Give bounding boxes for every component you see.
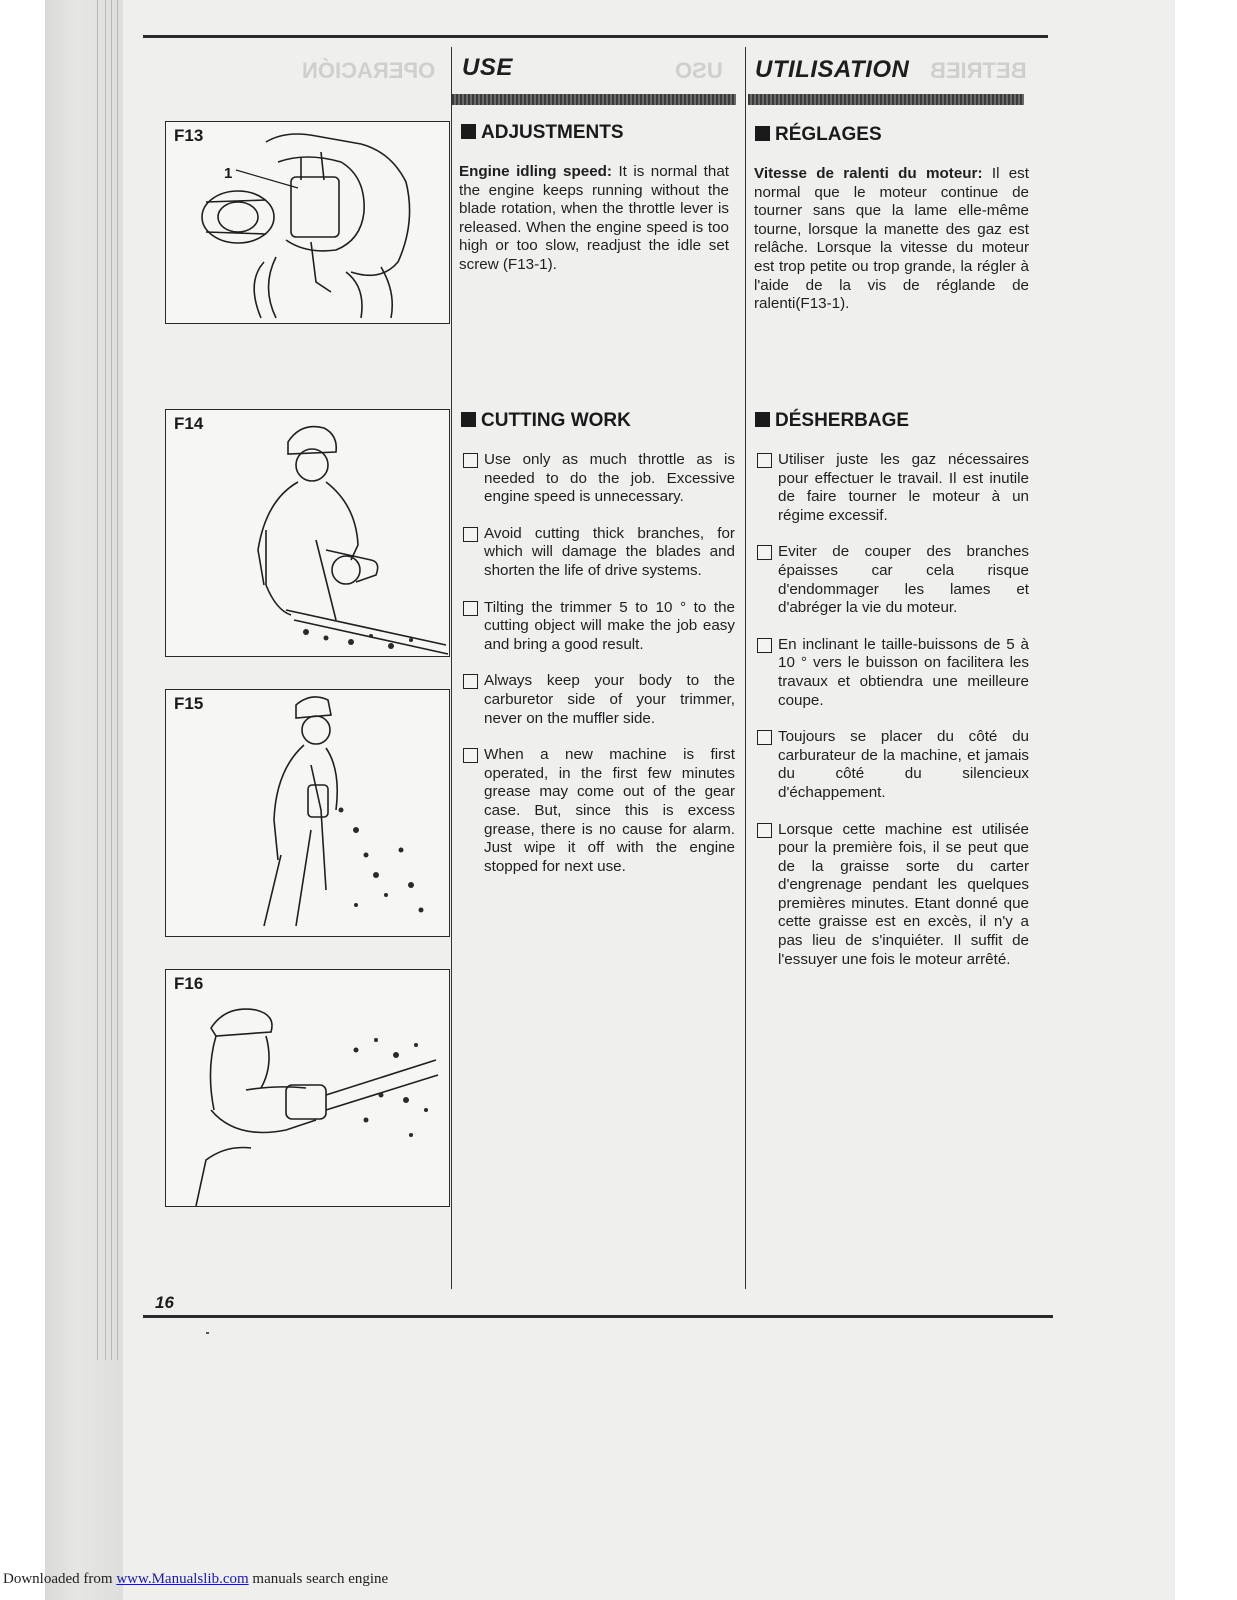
figure-f15 bbox=[165, 689, 450, 937]
checkbox-square-icon bbox=[463, 748, 478, 763]
section-heading-desherbage: DÉSHERBAGE bbox=[755, 410, 909, 432]
list-item: Lorsque cette machine est utilisée pour la première fois, il se peut que de la graisse sorte du carter d'engrenage pendant les quelques premières minutes. Etant donné que cette graisse est en excès, il n'y a pas lieu de s'inquiéter. Il suffit de l'essuyer une fois le moteur arrêté. bbox=[756, 821, 1029, 970]
ghost-header-de: BETRIEB bbox=[930, 58, 1027, 83]
list-item: Avoid cutting thick branches, for which will damage the blades and shorten the life of drive systems. bbox=[462, 525, 735, 581]
checkbox-square-icon bbox=[757, 823, 772, 838]
heading-square-icon bbox=[755, 412, 770, 427]
list-item: Always keep your body to the carburetor side of your trimmer, never on the muffler side. bbox=[462, 672, 735, 728]
figure-label-f16: F16 bbox=[174, 974, 204, 993]
checkbox-square-icon bbox=[757, 453, 772, 468]
callout-1: 1 bbox=[224, 165, 233, 182]
bottom-rule bbox=[143, 1315, 1053, 1318]
cutting-list-fr bbox=[756, 451, 1029, 987]
list-item: Toujours se placer du côté du carburateur de la machine, et jamais du côté du silencieux d'échappement. bbox=[756, 728, 1029, 802]
figure-f13 bbox=[165, 121, 450, 324]
operator-trimming-side-illustration bbox=[166, 970, 449, 1206]
list-item: Utiliser juste les gaz nécessaires pour effectuer le travail. Il est inutile de faire tourner le moteur à un régime excessif. bbox=[756, 451, 1029, 525]
checkbox-square-icon bbox=[463, 527, 478, 542]
ghost-header-es: OPERACIÓN bbox=[302, 58, 436, 83]
adjustments-body-en: It is normal that the engine keeps running without the blade rotation, when the throttle lever is released. When the engine speed is too high or too slow, readjust the idle set screw (F13-1). bbox=[459, 163, 729, 273]
top-rule bbox=[143, 35, 1048, 38]
adjustments-lead-en: Engine idling speed: bbox=[459, 163, 612, 180]
scan-margin-left bbox=[0, 0, 45, 1600]
section-heading-adjustments: ADJUSTMENTS bbox=[461, 122, 624, 144]
list-item: Tilting the trimmer 5 to 10 ° to the cutting object will make the job easy and bring a good result. bbox=[462, 599, 735, 655]
list-item: When a new machine is first operated, in the first few minutes grease may come out of the gear case. But, since this is excess grease, there is no cause for alarm. Just wipe it off with the engine stopped for next use. bbox=[462, 746, 735, 876]
page-number: 16 bbox=[155, 1293, 174, 1312]
section-heading-cutting-work: CUTTING WORK bbox=[461, 410, 631, 432]
heading-square-icon bbox=[755, 126, 770, 141]
column-divider-2 bbox=[745, 47, 746, 1289]
list-item: Use only as much throttle as is needed to do the job. Excessive engine speed is unnecessary. bbox=[462, 451, 735, 507]
checkbox-square-icon bbox=[463, 601, 478, 616]
title-band-en bbox=[452, 94, 736, 105]
figure-f16 bbox=[165, 969, 450, 1207]
column-title-en: USE bbox=[462, 54, 513, 81]
figure-label-f14: F14 bbox=[174, 414, 204, 433]
adjustments-lead-fr: Vitesse de ralenti du moteur: bbox=[754, 165, 983, 182]
figure-label-f15: F15 bbox=[174, 694, 204, 713]
column-divider-1 bbox=[451, 47, 452, 1289]
heading-square-icon bbox=[461, 124, 476, 139]
list-item: Eviter de couper des branches épaisses car cela risque d'endommager les lames et d'abréger la vie du moteur. bbox=[756, 543, 1029, 617]
list-item: En inclinant le taille-buissons de 5 à 10 ° vers le buisson on facilitera les travaux et obtiendra une meilleure coupe. bbox=[756, 636, 1029, 710]
section-heading-reglages: RÉGLAGES bbox=[755, 124, 882, 146]
title-band-fr bbox=[748, 94, 1024, 105]
figure-label-f13: F13 bbox=[174, 126, 204, 145]
footer-prefix: Downloaded from bbox=[3, 1571, 117, 1587]
scan-margin-right bbox=[1175, 0, 1237, 1600]
ghost-header-it: USO bbox=[675, 58, 723, 83]
column-title-fr: UTILISATION bbox=[755, 56, 910, 83]
adjustments-text-fr bbox=[754, 165, 1029, 314]
checkbox-square-icon bbox=[757, 638, 772, 653]
checkbox-square-icon bbox=[757, 545, 772, 560]
adjustments-body-fr: Il est normal que le moteur continue de tourner sans que la lame elle-même tourne, lorsque la manette des gaz est relâche. Lorsque la vitesse du moteur est trop petite ou trop grande, la régler à l'aide de la vis de réglande de ralenti(F13-1). bbox=[754, 165, 1030, 313]
footer-suffix: manuals search engine bbox=[248, 1571, 389, 1587]
checkbox-square-icon bbox=[463, 453, 478, 468]
operator-trimming-low-illustration bbox=[166, 410, 449, 656]
checkbox-square-icon bbox=[757, 730, 772, 745]
checkbox-square-icon bbox=[463, 674, 478, 689]
download-footer bbox=[3, 1571, 388, 1588]
trimmer-engine-illustration bbox=[166, 122, 449, 323]
manualslib-link[interactable]: www.Manualslib.com bbox=[116, 1571, 249, 1587]
heading-square-icon bbox=[461, 412, 476, 427]
figure-f14 bbox=[165, 409, 450, 657]
operator-trimming-vertical-illustration bbox=[166, 690, 449, 936]
adjustments-text-en bbox=[459, 163, 729, 275]
page-stack-edge bbox=[45, 0, 123, 1600]
cutting-list-en bbox=[462, 451, 735, 894]
scan-speck bbox=[206, 1332, 209, 1334]
